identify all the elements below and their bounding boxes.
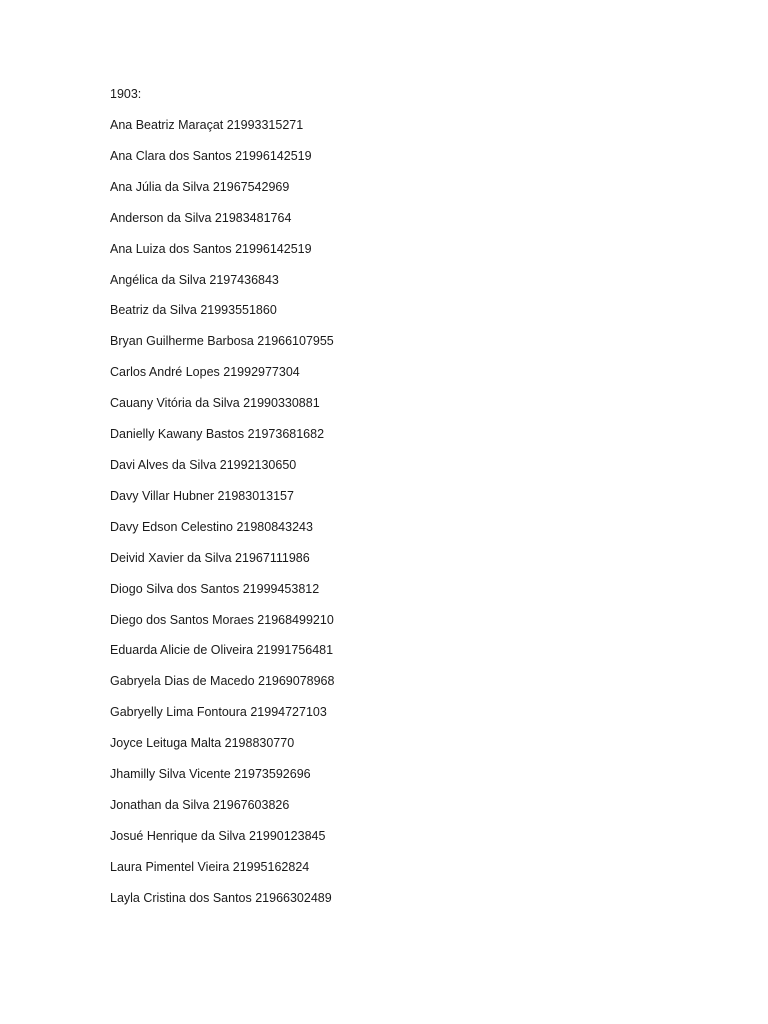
list-item: Diogo Silva dos Santos 21999453812 [110,581,320,596]
contact-list [110,117,334,921]
list-item: Eduarda Alicie de Oliveira 21991756481 [110,643,334,658]
list-item: Gabryelly Lima Fontoura 21994727103 [110,705,327,720]
document-heading: 1903: [110,87,142,101]
list-item: Davy Edson Celestino 21980843243 [110,519,313,534]
list-item: Joyce Leituga Malta 2198830770 [110,736,295,751]
list-item: Gabryela Dias de Macedo 21969078968 [110,674,335,689]
list-item: Angélica da Silva 2197436843 [110,272,279,287]
list-item: Bryan Guilherme Barbosa 21966107955 [110,334,334,349]
list-item: Ana Clara dos Santos 21996142519 [110,148,312,163]
list-item: Davy Villar Hubner 21983013157 [110,488,294,503]
list-item: Jonathan da Silva 21967603826 [110,797,290,812]
list-item: Ana Beatriz Maraçat 21993315271 [110,118,304,132]
list-item: Laura Pimentel Vieira 21995162824 [110,859,310,874]
list-item: Cauany Vitória da Silva 21990330881 [110,396,320,411]
list-item: Anderson da Silva 21983481764 [110,210,292,225]
list-item: Ana Luiza dos Santos 21996142519 [110,241,312,256]
list-item: Danielly Kawany Bastos 21973681682 [110,427,325,442]
list-item: Layla Cristina dos Santos 21966302489 [110,890,332,905]
list-item: Diego dos Santos Moraes 21968499210 [110,612,334,627]
list-item: Deivid Xavier da Silva 21967111986 [110,550,310,565]
list-item: Jhamilly Silva Vicente 21973592696 [110,767,311,782]
list-item: Beatriz da Silva 21993551860 [110,303,277,318]
list-item: Davi Alves da Silva 21992130650 [110,457,297,472]
list-item: Josué Henrique da Silva 21990123845 [110,828,326,843]
list-item: Carlos André Lopes 21992977304 [110,365,300,380]
list-item: Ana Júlia da Silva 21967542969 [110,179,290,194]
